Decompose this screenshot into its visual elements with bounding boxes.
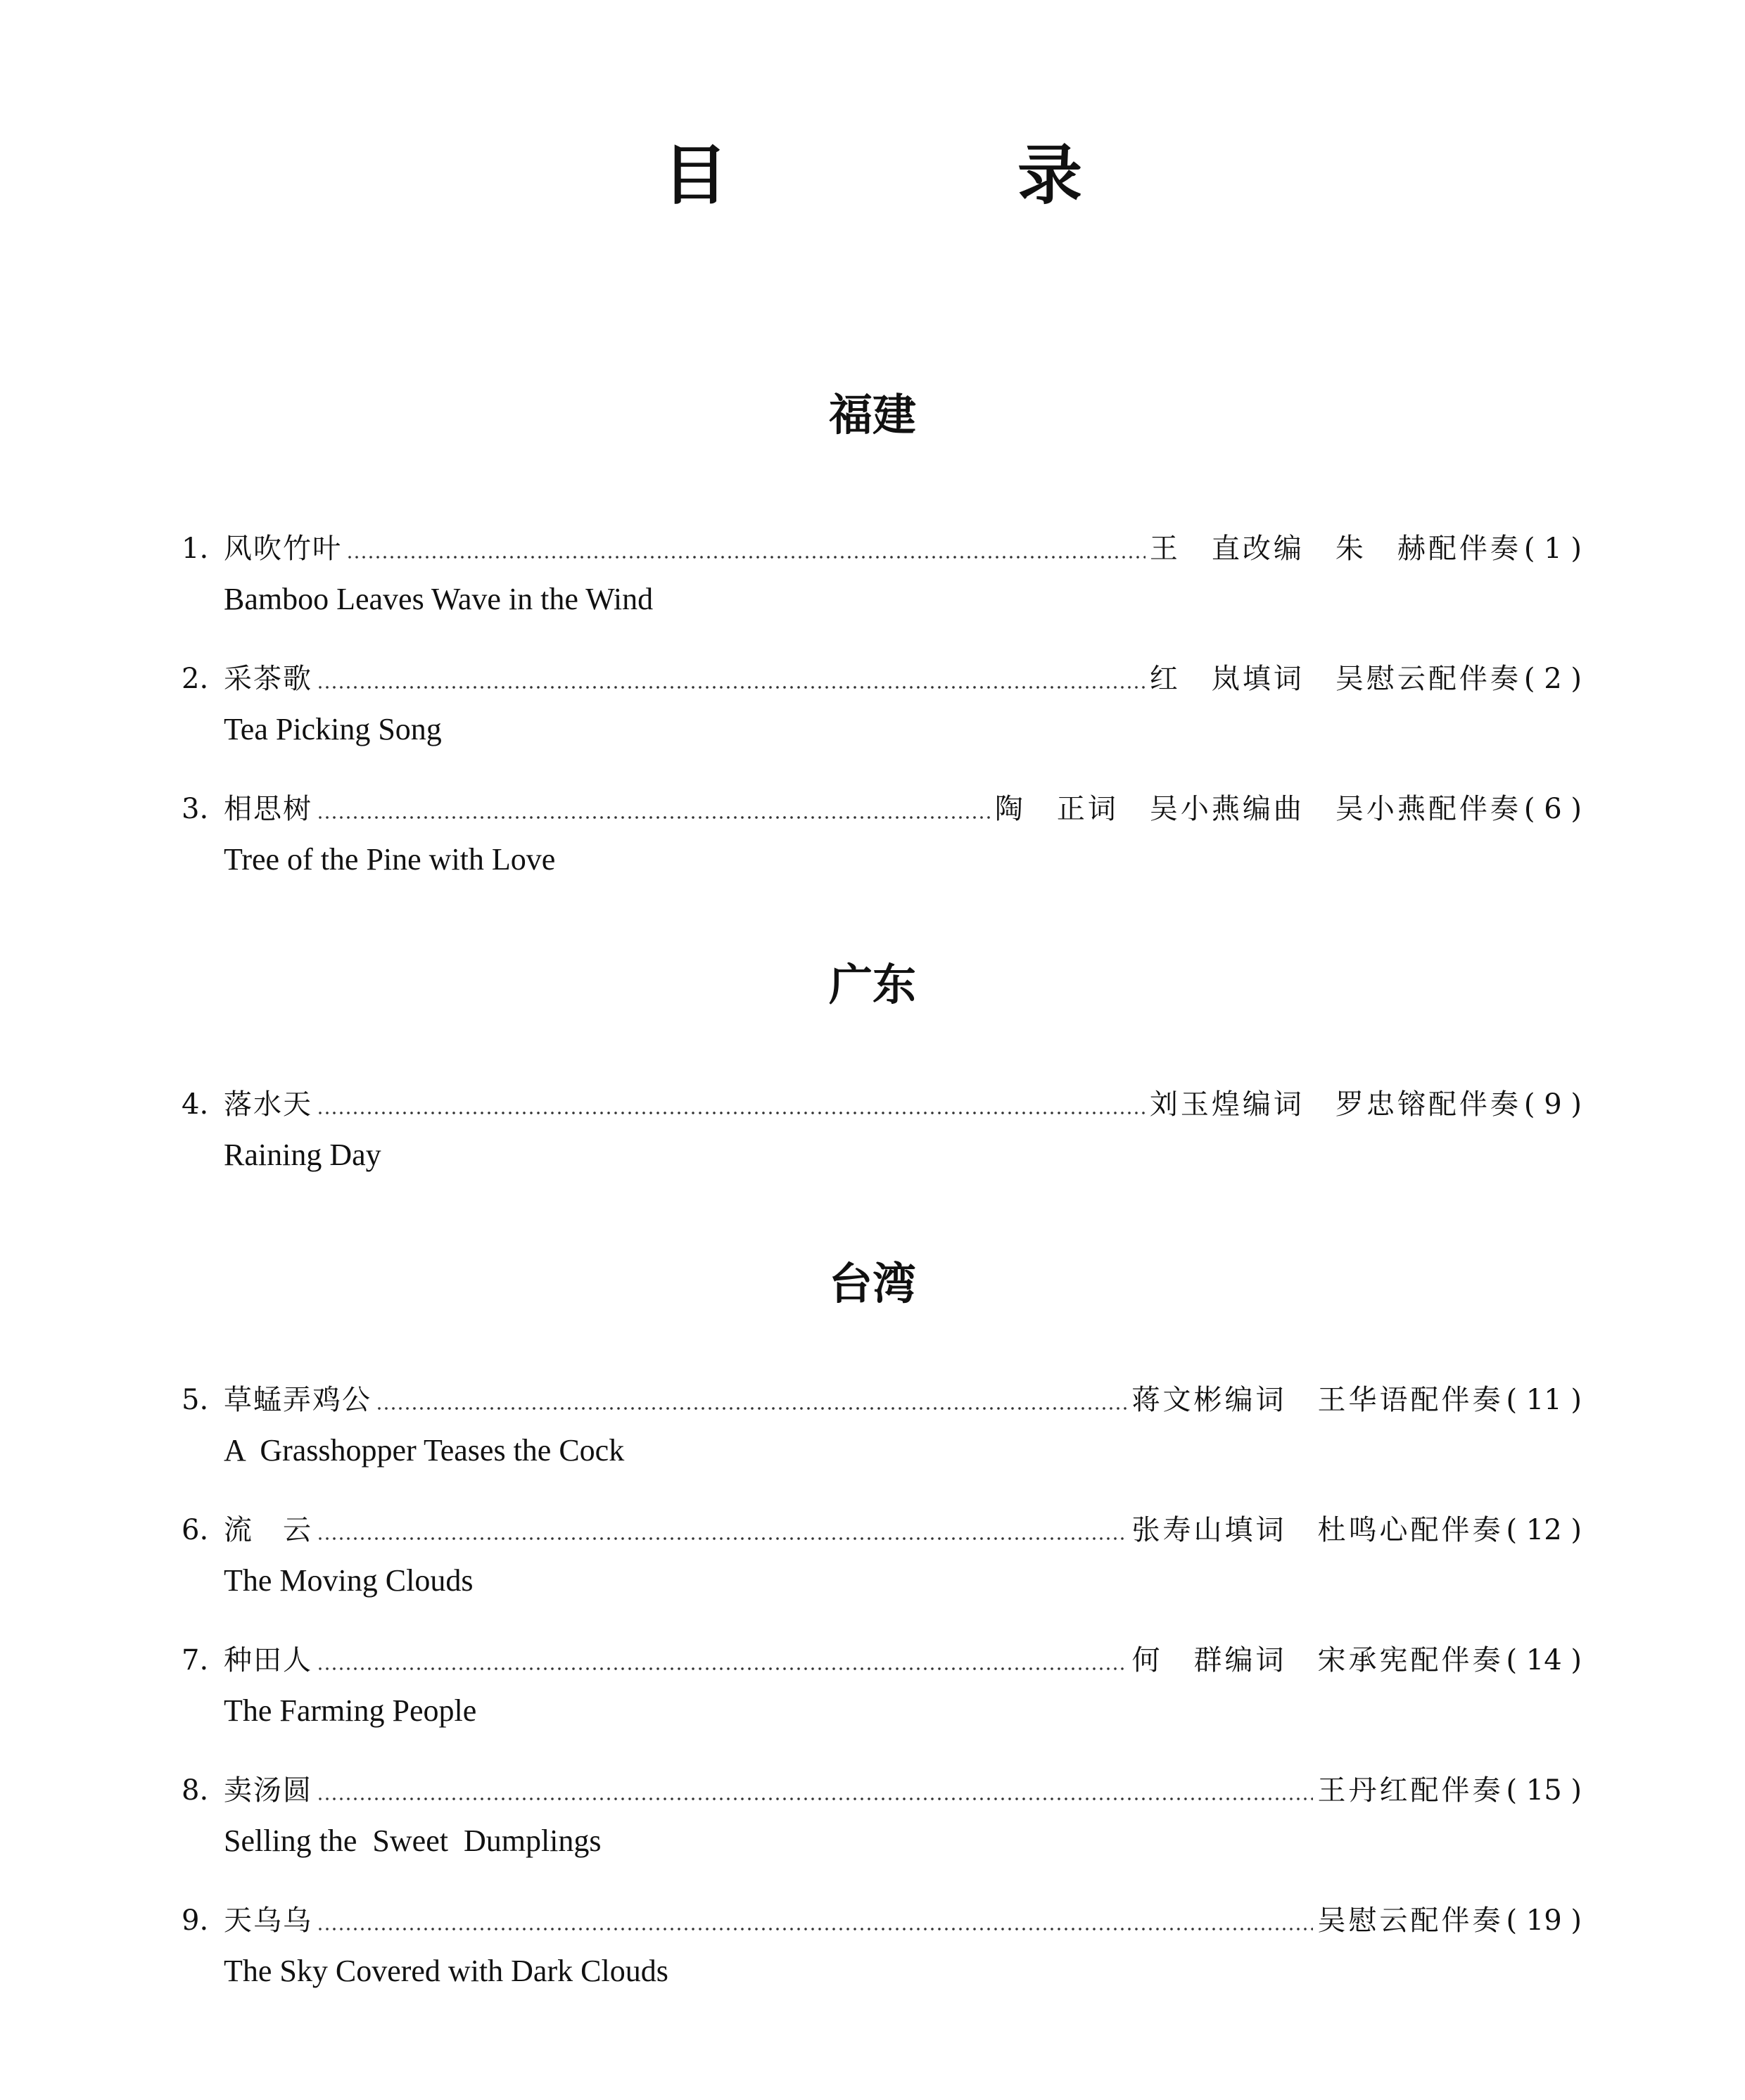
section-heading-taiwan: 台湾 — [828, 1258, 916, 1309]
entry-number: 7. — [182, 1644, 209, 1676]
toc-entry[interactable] — [0, 528, 1745, 640]
entry-english-title: Bamboo Leaves Wave in the Wind — [224, 582, 654, 616]
entry-credit: 何 群编词 宋承宪配伴奏 — [1131, 1644, 1504, 1676]
entry-title: 风吹竹叶 — [224, 533, 342, 565]
entry-english-title: Selling the Sweet Dumplings — [224, 1824, 602, 1858]
entry-page-number: ( 12 ) — [1506, 1514, 1582, 1546]
entry-english-title: The Farming People — [224, 1693, 477, 1728]
toc-entry[interactable] — [0, 1899, 1745, 2012]
toc-entry[interactable] — [0, 1769, 1745, 1882]
entry-title: 草蜢弄鸡公 — [224, 1384, 372, 1416]
entry-english-title: The Moving Clouds — [224, 1563, 474, 1598]
entry-english-title: Tree of the Pine with Love — [224, 842, 556, 877]
entry-title: 落水天 — [224, 1088, 312, 1121]
entry-page-number: ( 14 ) — [1506, 1644, 1582, 1676]
entry-title: 天乌乌 — [224, 1904, 312, 1937]
entry-page-number: ( 11 ) — [1506, 1384, 1582, 1416]
entry-title: 采茶歌 — [224, 663, 312, 695]
entry-page-number: ( 9 ) — [1523, 1088, 1582, 1121]
dot-leader — [317, 1536, 1127, 1541]
entry-english-title: A Grasshopper Teases the Cock — [224, 1433, 625, 1468]
entry-english-title: The Sky Covered with Dark Clouds — [224, 1954, 668, 1988]
entry-credit: 吴慰云配伴奏 — [1317, 1904, 1504, 1937]
toc-entry[interactable] — [0, 1083, 1745, 1196]
entry-page-number: ( 6 ) — [1523, 793, 1582, 825]
toc-entry[interactable] — [0, 788, 1745, 901]
entry-title: 卖汤圆 — [224, 1774, 312, 1807]
entry-credit: 蒋文彬编词 王华语配伴奏 — [1131, 1384, 1504, 1416]
dot-leader — [317, 815, 991, 820]
entry-credit: 王丹红配伴奏 — [1317, 1774, 1504, 1807]
entry-number: 8. — [182, 1774, 209, 1807]
entry-credit: 王 直改编 朱 赫配伴奏 — [1149, 533, 1521, 565]
dot-leader — [346, 554, 1146, 560]
entry-credit: 红 岚填词 吴慰云配伴奏 — [1149, 663, 1521, 695]
entry-page-number: ( 2 ) — [1523, 663, 1582, 695]
entry-number: 9. — [182, 1904, 209, 1937]
entry-number: 2. — [182, 663, 209, 695]
entry-title: 相思树 — [224, 793, 312, 825]
entry-title: 种田人 — [224, 1644, 312, 1676]
entry-title: 流 云 — [224, 1514, 312, 1546]
entry-number: 6. — [182, 1514, 209, 1546]
dot-leader — [317, 1666, 1127, 1672]
page-title: 目 录 — [662, 138, 1195, 213]
entry-number: 5. — [182, 1384, 209, 1416]
toc-entry[interactable] — [0, 1379, 1745, 1491]
entry-credit: 刘玉煌编词 罗忠镕配伴奏 — [1149, 1088, 1521, 1121]
dot-leader — [317, 1796, 1313, 1802]
section-heading-fujian: 福建 — [828, 389, 916, 440]
entry-page-number: ( 15 ) — [1506, 1774, 1582, 1807]
entry-english-title: Tea Picking Song — [224, 712, 442, 746]
entry-number: 4. — [182, 1088, 209, 1121]
section-heading-guangdong: 广东 — [828, 959, 916, 1010]
entry-credit: 张寿山填词 杜鸣心配伴奏 — [1131, 1514, 1504, 1546]
dot-leader — [317, 685, 1146, 690]
dot-leader — [317, 1110, 1146, 1116]
entry-english-title: Raining Day — [224, 1138, 381, 1172]
dot-leader — [376, 1406, 1127, 1411]
entry-page-number: ( 1 ) — [1523, 533, 1582, 565]
toc-entry[interactable] — [0, 1639, 1745, 1752]
toc-entry[interactable] — [0, 1509, 1745, 1622]
entry-number: 1. — [182, 533, 209, 565]
entry-credit: 陶 正词 吴小燕编曲 吴小燕配伴奏 — [994, 793, 1521, 825]
dot-leader — [317, 1926, 1313, 1932]
entry-number: 3. — [182, 793, 209, 825]
entry-page-number: ( 19 ) — [1506, 1904, 1582, 1937]
toc-entry[interactable] — [0, 658, 1745, 770]
